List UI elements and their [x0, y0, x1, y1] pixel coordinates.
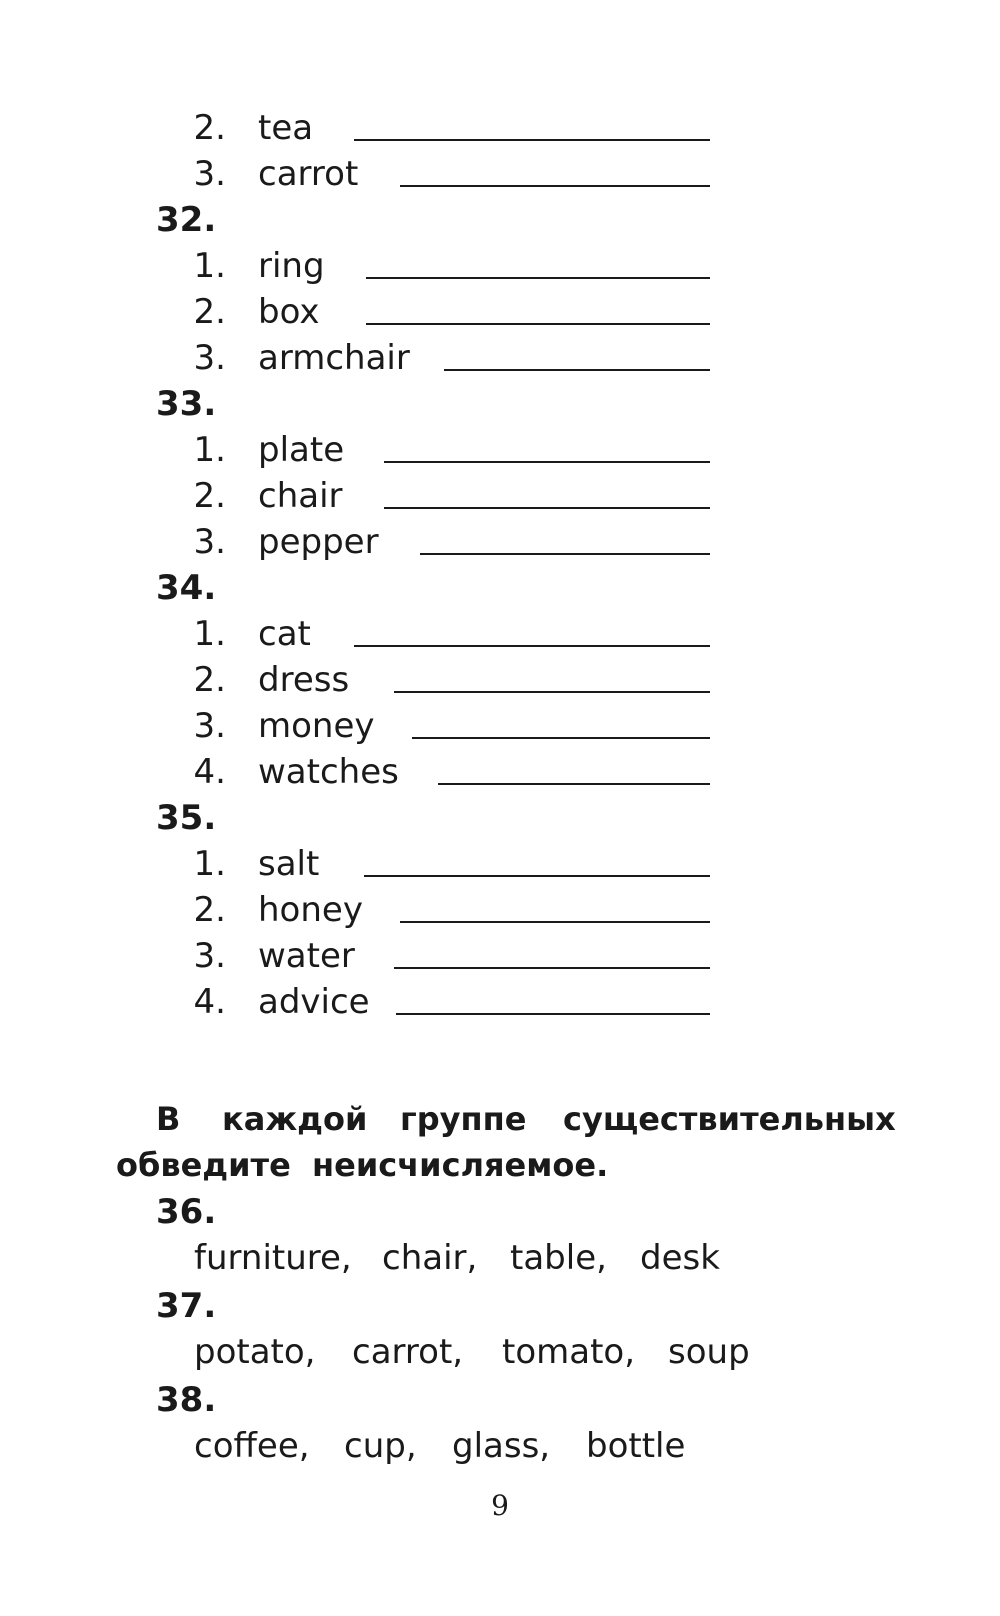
item-word: chair [258, 476, 343, 516]
word-option[interactable]: potato, [194, 1332, 316, 1372]
word-group [0, 1424, 1000, 1468]
answer-line[interactable] [366, 277, 710, 279]
exercise-item [0, 290, 1000, 334]
answer-line[interactable] [384, 461, 710, 463]
item-number: 4. [193, 982, 226, 1022]
word-option[interactable]: coffee, [194, 1426, 310, 1466]
exercise-number: 37. [156, 1286, 217, 1326]
word-group [0, 1236, 1000, 1280]
exercise-item [0, 336, 1000, 380]
exercise-item [0, 658, 1000, 702]
answer-line[interactable] [394, 691, 710, 693]
item-number: 1. [193, 246, 226, 286]
item-number: 2. [193, 108, 226, 148]
answer-line[interactable] [412, 737, 710, 739]
answer-line[interactable] [366, 323, 710, 325]
item-number: 3. [193, 154, 226, 194]
exercise-item [0, 842, 1000, 886]
item-word: pepper [258, 522, 379, 562]
item-number: 2. [193, 660, 226, 700]
word-option[interactable]: chair, [382, 1238, 478, 1278]
word-option[interactable]: glass, [452, 1426, 551, 1466]
answer-line[interactable] [400, 185, 710, 187]
item-word: armchair [258, 338, 410, 378]
item-number: 1. [193, 844, 226, 884]
item-word: tea [258, 108, 314, 148]
exercise-item [0, 520, 1000, 564]
word-option[interactable]: furniture, [194, 1238, 352, 1278]
exercise-item [0, 980, 1000, 1024]
item-word: carrot [258, 154, 359, 194]
item-word: cat [258, 614, 311, 654]
instruction-line-1 [0, 1096, 1000, 1142]
word-option[interactable]: desk [640, 1238, 720, 1278]
answer-line[interactable] [364, 875, 710, 877]
item-number: 1. [193, 430, 226, 470]
item-number: 3. [193, 936, 226, 976]
item-number: 3. [193, 338, 226, 378]
answer-line[interactable] [444, 369, 710, 371]
answer-line[interactable] [420, 553, 710, 555]
word-option[interactable]: carrot, [352, 1332, 464, 1372]
answer-line[interactable] [394, 967, 710, 969]
instruction-word: обведите [116, 1146, 291, 1184]
word-option[interactable]: soup [668, 1332, 750, 1372]
exercise-number: 36. [156, 1192, 217, 1232]
instruction-word: неисчисляемое. [312, 1146, 609, 1184]
item-number: 2. [193, 890, 226, 930]
item-word: dress [258, 660, 350, 700]
instruction-word: группе [400, 1100, 527, 1138]
item-word: ring [258, 246, 325, 286]
word-option[interactable]: bottle [586, 1426, 686, 1466]
answer-line[interactable] [354, 645, 710, 647]
item-word: plate [258, 430, 345, 470]
exercise-number: 35. [156, 798, 217, 838]
answer-line[interactable] [384, 507, 710, 509]
answer-line[interactable] [438, 783, 710, 785]
page-number: 9 [491, 1489, 509, 1522]
exercise-item [0, 152, 1000, 196]
item-number: 1. [193, 614, 226, 654]
exercise-item [0, 244, 1000, 288]
item-word: box [258, 292, 320, 332]
instruction-word: В [156, 1100, 181, 1138]
answer-line[interactable] [354, 139, 710, 141]
exercise-number: 34. [156, 568, 217, 608]
item-number: 2. [193, 292, 226, 332]
exercise-item [0, 750, 1000, 794]
instruction-word: каждой [222, 1100, 368, 1138]
exercise-item [0, 704, 1000, 748]
item-word: water [258, 936, 355, 976]
word-option[interactable]: tomato, [502, 1332, 636, 1372]
exercise-item [0, 106, 1000, 150]
word-group [0, 1330, 1000, 1374]
item-word: watches [258, 752, 399, 792]
answer-line[interactable] [400, 921, 710, 923]
instruction-word: существительных [563, 1100, 896, 1138]
exercise-item [0, 888, 1000, 932]
answer-line[interactable] [396, 1013, 710, 1015]
item-word: advice [258, 982, 370, 1022]
exercise-number: 38. [156, 1380, 217, 1420]
exercise-number: 33. [156, 384, 217, 424]
item-word: money [258, 706, 375, 746]
exercise-number: 32. [156, 200, 217, 240]
exercise-item [0, 428, 1000, 472]
item-number: 2. [193, 476, 226, 516]
exercise-item [0, 612, 1000, 656]
instruction-line-2 [0, 1142, 1000, 1188]
exercise-item [0, 934, 1000, 978]
exercise-item [0, 474, 1000, 518]
item-number: 4. [193, 752, 226, 792]
item-number: 3. [193, 522, 226, 562]
word-option[interactable]: cup, [344, 1426, 417, 1466]
word-option[interactable]: table, [510, 1238, 607, 1278]
item-number: 3. [193, 706, 226, 746]
item-word: honey [258, 890, 363, 930]
item-word: salt [258, 844, 320, 884]
